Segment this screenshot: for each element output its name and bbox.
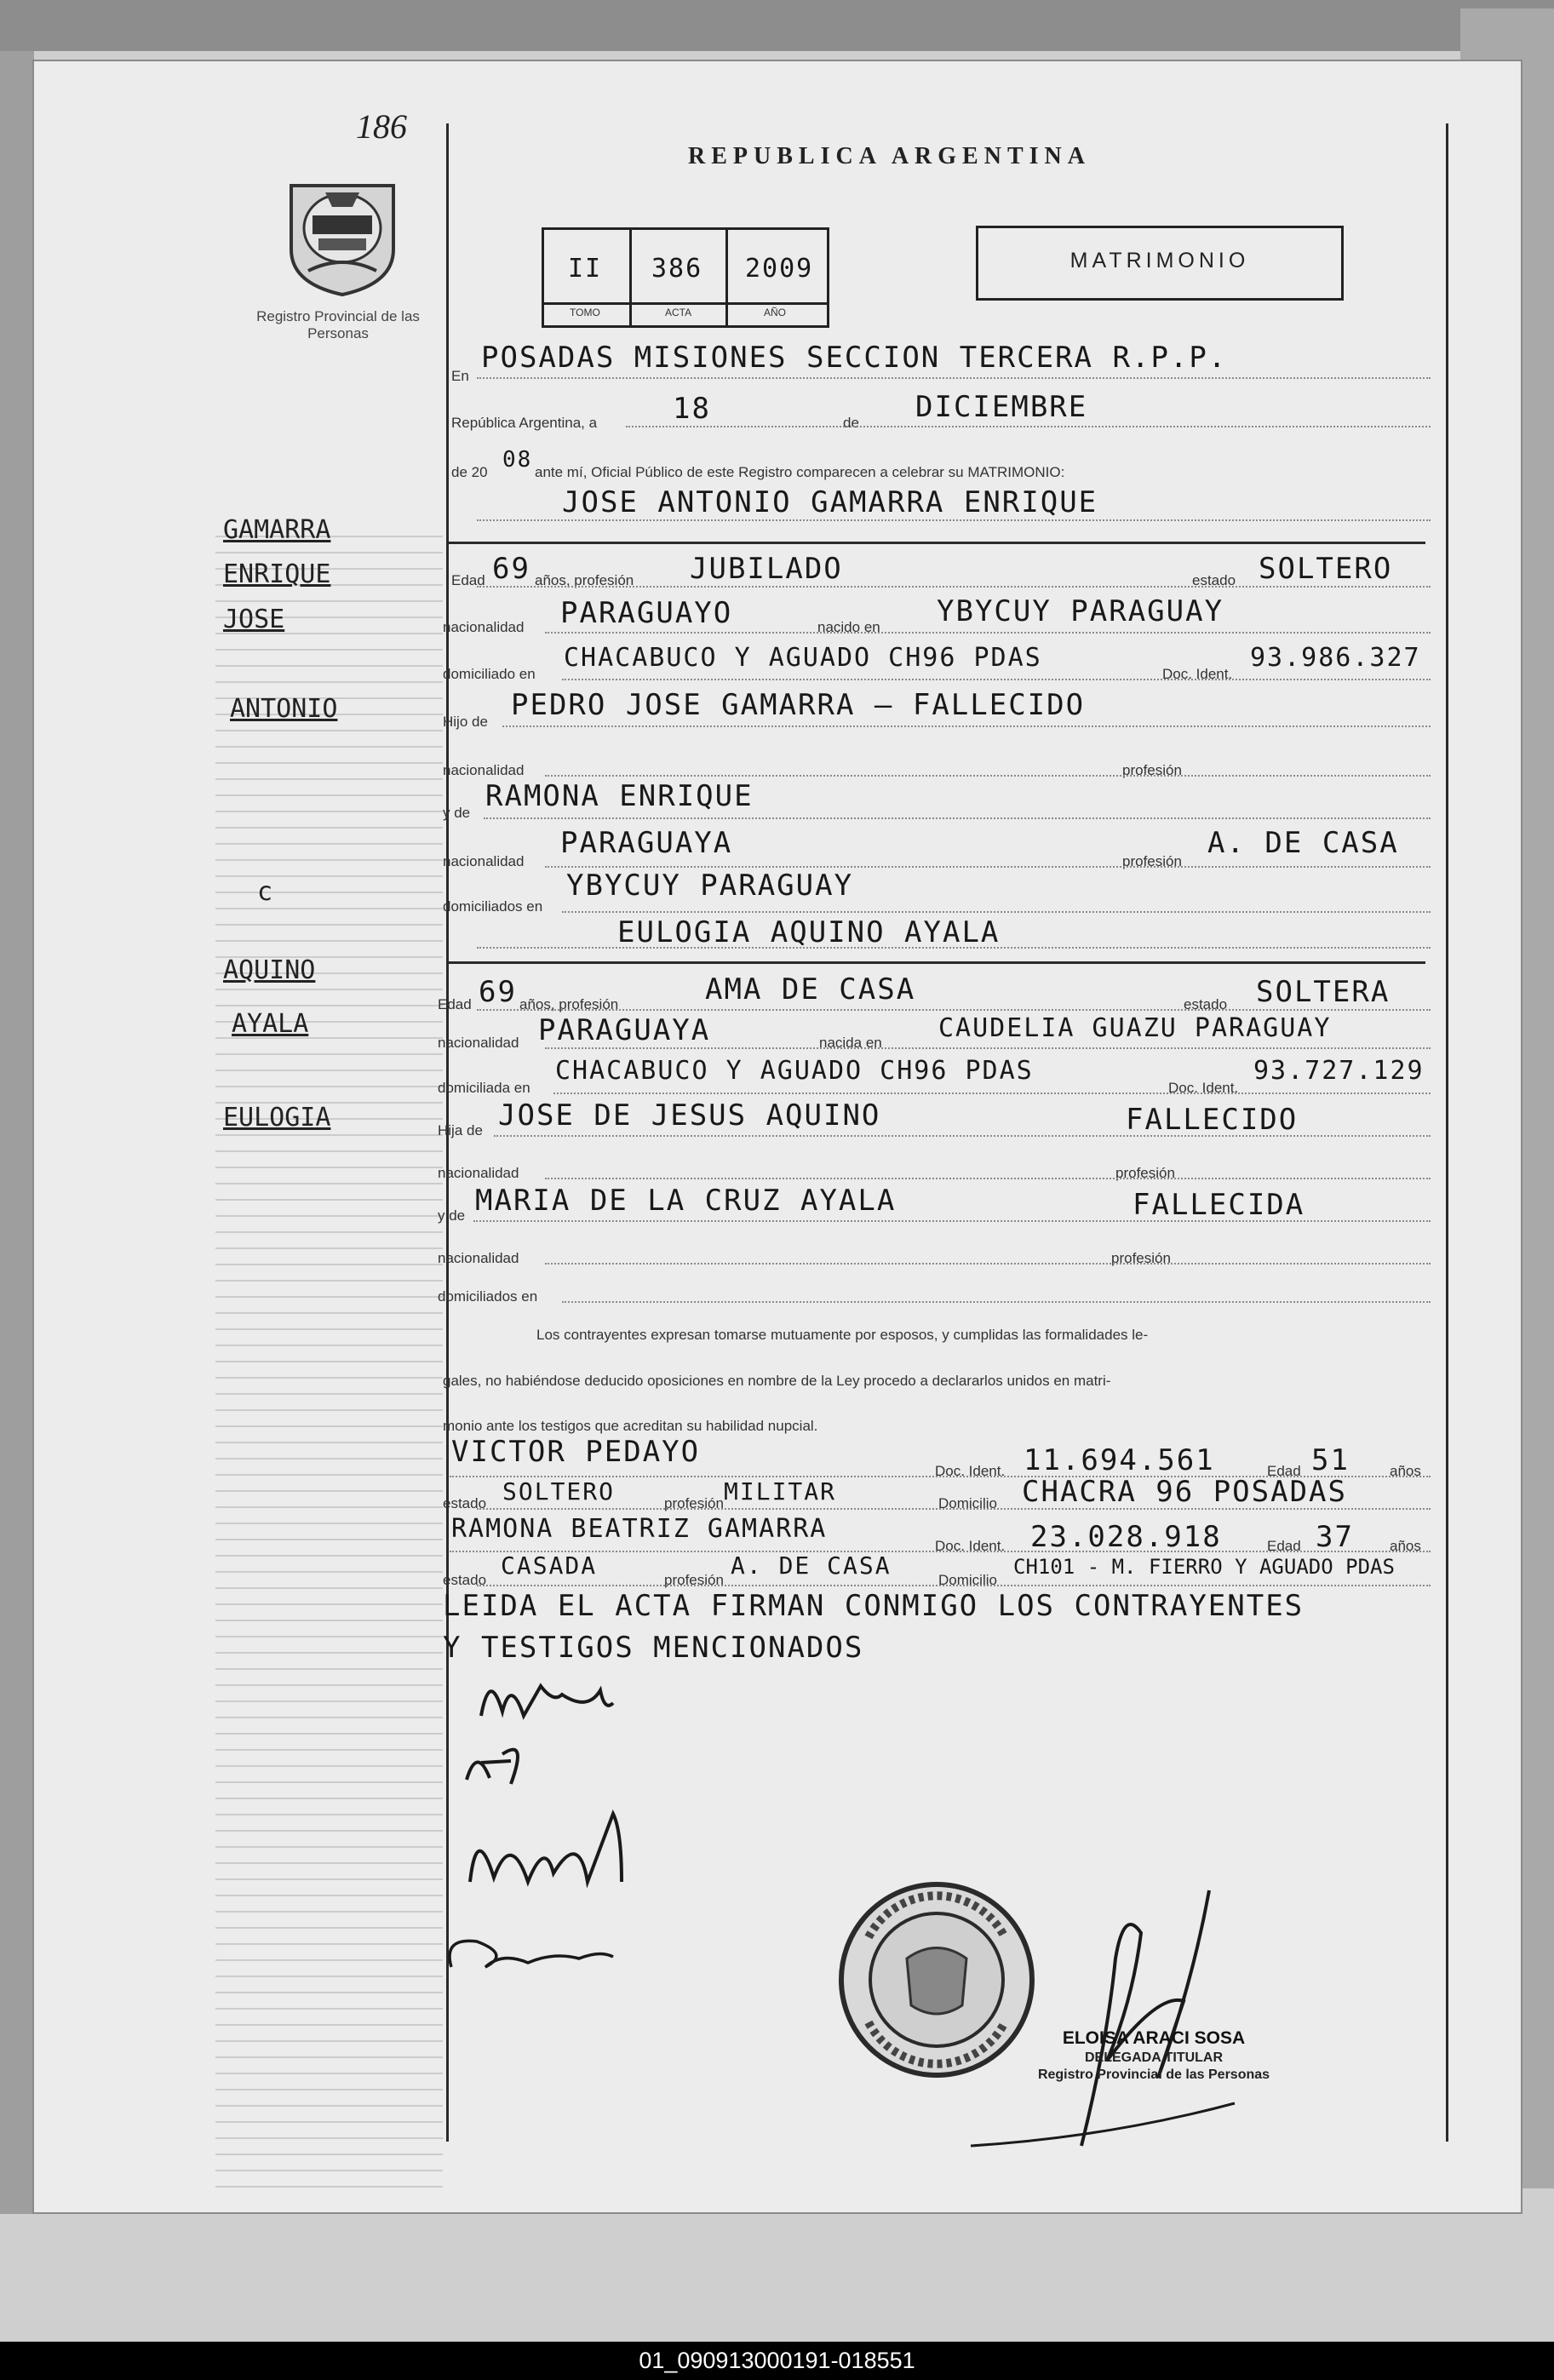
bride-profesion-label: años, profesión bbox=[519, 996, 619, 1012]
closing-line1: LEIDA EL ACTA FIRMAN CONMIGO LOS CONTRAYENTES bbox=[443, 1589, 1305, 1623]
bride-madre: MARIA DE LA CRUZ AYALA bbox=[475, 1184, 897, 1218]
country-heading: REPUBLICA ARGENTINA bbox=[688, 143, 1091, 169]
bride-estado: SOLTERA bbox=[1256, 975, 1391, 1009]
declaration-line3: monio ante los testigos que acreditan su habilidad nupcial. bbox=[443, 1418, 818, 1434]
officer-name: ELOISA ARACI SOSA bbox=[1062, 2028, 1246, 2048]
bride-nacionalidad-label: nacionalidad bbox=[438, 1035, 519, 1051]
ruled-lines bbox=[32, 60, 1522, 2214]
officer-office: Registro Provincial de las Personas bbox=[1037, 2067, 1270, 2082]
witness1-edad-label: Edad bbox=[1267, 1463, 1301, 1479]
groom-edad: 69 bbox=[492, 552, 530, 586]
groom-doc: 93.986.327 bbox=[1250, 643, 1421, 673]
witness1-profesion: MILITAR bbox=[724, 1477, 837, 1505]
registry-name: Registro Provincial de las Personas bbox=[256, 308, 420, 341]
bride-padre-estado: FALLECIDO bbox=[1126, 1103, 1299, 1137]
acta-value: 386 bbox=[651, 254, 703, 284]
bride-nacionalidad: PARAGUAYA bbox=[538, 1013, 711, 1047]
tomo-label: TOMO bbox=[570, 307, 600, 318]
witness1-domicilio: CHACRA 96 POSADAS bbox=[1022, 1475, 1347, 1509]
bride-madre-estado: FALLECIDA bbox=[1133, 1188, 1305, 1222]
witness1-name: VICTOR PEDAYO bbox=[451, 1435, 701, 1469]
book-top-edge bbox=[0, 0, 1554, 51]
witness1-doc: 11.694.561 bbox=[1024, 1443, 1215, 1477]
groom-madre-nac-label: nacionalidad bbox=[443, 853, 525, 869]
witness2-domicilio: CH101 - M. FIERRO Y AGUADO PDAS bbox=[1013, 1555, 1395, 1579]
groom-nacido-label: nacido en bbox=[817, 619, 880, 635]
groom-divider bbox=[446, 542, 1425, 544]
groom-y-de-label: y de bbox=[443, 805, 471, 821]
witness2-estado: CASADA bbox=[501, 1551, 598, 1580]
groom-nacionalidad-label: nacionalidad bbox=[443, 619, 525, 635]
bride-domicilio: CHACABUCO Y AGUADO CH96 PDAS bbox=[555, 1056, 1034, 1086]
bride-madre-nac-label: nacionalidad bbox=[438, 1250, 519, 1266]
oficial-text: ante mí, Oficial Público de este Registro comparecen a celebrar su MATRIMONIO: bbox=[535, 464, 1065, 480]
witness1-domicilio-label: Domicilio bbox=[938, 1495, 997, 1511]
bride-nacida-label: nacida en bbox=[819, 1035, 882, 1051]
acta-label: ACTA bbox=[665, 307, 692, 318]
day-value: 18 bbox=[673, 392, 711, 426]
witness2-doc: 23.028.918 bbox=[1030, 1520, 1222, 1554]
margin-groom-name2: ANTONIO bbox=[230, 694, 338, 724]
groom-madre-prof-label: profesión bbox=[1122, 853, 1182, 869]
witness2-profesion: A. DE CASA bbox=[731, 1551, 892, 1580]
witness2-estado-label: estado bbox=[443, 1572, 487, 1588]
declaration-line1: Los contrayentes expresan tomarse mutuamente por esposos, y cumplidas las formalidades le- bbox=[536, 1327, 1149, 1343]
ano-value: 2009 bbox=[745, 254, 814, 284]
groom-madre: RAMONA ENRIQUE bbox=[485, 779, 754, 813]
bride-doc-label: Doc. Ident. bbox=[1168, 1080, 1239, 1096]
bride-domicilio-label: domiciliada en bbox=[438, 1080, 530, 1096]
bride-full-name: EULOGIA AQUINO AYALA bbox=[617, 915, 1001, 949]
groom-padre: PEDRO JOSE GAMARRA — FALLECIDO bbox=[511, 688, 1086, 722]
groom-edad-label: Edad bbox=[451, 572, 485, 588]
margin-bride-name: EULOGIA bbox=[223, 1103, 331, 1133]
witness2-name: RAMONA BEATRIZ GAMARRA bbox=[451, 1514, 828, 1544]
bride-madre-prof-label: profesión bbox=[1111, 1250, 1171, 1266]
place-value: POSADAS MISIONES SECCION TERCERA R.P.P. bbox=[481, 341, 1228, 375]
bride-estado-label: estado bbox=[1184, 996, 1228, 1012]
bride-hija-label: Hija de bbox=[438, 1122, 483, 1138]
bride-padres-domicilio-label: domiciliados en bbox=[438, 1288, 538, 1305]
footer-id: 01_090913000191-018551 bbox=[0, 2342, 1554, 2380]
witness2-edad-label: Edad bbox=[1267, 1538, 1301, 1554]
en-label: En bbox=[451, 368, 469, 384]
year-value: 08 bbox=[502, 447, 533, 473]
witness2-edad: 37 bbox=[1316, 1520, 1354, 1554]
bride-padre: JOSE DE JESUS AQUINO bbox=[498, 1098, 881, 1133]
witness1-edad: 51 bbox=[1311, 1443, 1350, 1477]
groom-estado-label: estado bbox=[1192, 572, 1236, 588]
witness2-domicilio-label: Domicilio bbox=[938, 1572, 997, 1588]
witness1-doc-label: Doc. Ident. bbox=[935, 1463, 1006, 1479]
bride-y-de-label: y de bbox=[438, 1207, 466, 1224]
record-type-box bbox=[976, 226, 1344, 301]
bride-padre-prof-label: profesión bbox=[1115, 1165, 1175, 1181]
groom-madre-profesion: A. DE CASA bbox=[1207, 826, 1399, 860]
record-type: MATRIMONIO bbox=[1069, 249, 1250, 272]
witness2-anos-label: años bbox=[1390, 1538, 1421, 1554]
tomo-value: II bbox=[568, 254, 603, 284]
republica-label: República Argentina, a bbox=[451, 415, 598, 431]
tomo-acta-ano-box bbox=[542, 227, 829, 328]
register-page bbox=[32, 60, 1522, 2214]
bride-nacida: CAUDELIA GUAZU PARAGUAY bbox=[938, 1013, 1332, 1043]
witness1-anos-label: años bbox=[1390, 1463, 1421, 1479]
official-seal-icon bbox=[834, 1878, 1039, 2082]
groom-estado: SOLTERO bbox=[1259, 552, 1393, 586]
groom-nacido: YBYCUY PARAGUAY bbox=[937, 594, 1224, 628]
witness1-profesion-label: profesión bbox=[664, 1495, 724, 1511]
groom-domicilio: CHACABUCO Y AGUADO CH96 PDAS bbox=[564, 643, 1042, 673]
de-label: de bbox=[843, 415, 859, 431]
year-label: de 20 bbox=[451, 464, 488, 480]
groom-nacionalidad: PARAGUAYO bbox=[560, 596, 733, 630]
margin-bride-surname1: AQUINO bbox=[223, 955, 316, 985]
groom-padre-nac-label: nacionalidad bbox=[443, 762, 525, 778]
officer-stamp bbox=[1009, 2028, 1299, 2083]
groom-profesion: JUBILADO bbox=[690, 552, 843, 586]
witness1-estado-label: estado bbox=[443, 1495, 487, 1511]
groom-doc-label: Doc. Ident. bbox=[1162, 666, 1233, 682]
groom-profesion-label: años, profesión bbox=[535, 572, 634, 588]
page-number: 186 bbox=[356, 107, 407, 146]
groom-domicilio-label: domiciliado en bbox=[443, 666, 536, 682]
groom-hijo-label: Hijo de bbox=[443, 714, 488, 730]
bride-doc: 93.727.129 bbox=[1253, 1056, 1425, 1086]
witness1-estado: SOLTERO bbox=[502, 1477, 616, 1505]
groom-full-name: JOSE ANTONIO GAMARRA ENRIQUE bbox=[562, 485, 1098, 519]
groom-madre-nacionalidad: PARAGUAYA bbox=[560, 826, 733, 860]
margin-groom-surname1: GAMARRA bbox=[223, 515, 331, 545]
ano-label: AÑO bbox=[764, 307, 787, 318]
month-value: DICIEMBRE bbox=[915, 390, 1088, 424]
registry-emblem-icon bbox=[274, 169, 410, 296]
bride-edad-label: Edad bbox=[438, 996, 472, 1012]
margin-groom-surname2: ENRIQUE bbox=[223, 559, 331, 589]
officer-title: DELEGADA TITULAR bbox=[1084, 2050, 1224, 2065]
margin-groom-name1: JOSE bbox=[223, 605, 285, 634]
bride-divider bbox=[446, 961, 1425, 964]
witness2-doc-label: Doc. Ident. bbox=[935, 1538, 1006, 1554]
witness2-profesion-label: profesión bbox=[664, 1572, 724, 1588]
right-border bbox=[1446, 123, 1448, 2142]
book-spine bbox=[0, 51, 34, 2214]
groom-padres-domicilio-label: domiciliados en bbox=[443, 898, 543, 915]
margin-bride-surname2: AYALA bbox=[232, 1009, 309, 1039]
bride-edad: 69 bbox=[479, 975, 517, 1009]
declaration-line2: gales, no habiéndose deducido oposiciones en nombre de la Ley procedo a declararlos unidos en matri- bbox=[443, 1373, 1111, 1389]
groom-padre-prof-label: profesión bbox=[1122, 762, 1182, 778]
closing-line2: Y TESTIGOS MENCIONADOS bbox=[443, 1631, 864, 1665]
margin-connector: c bbox=[257, 877, 273, 907]
bride-padre-nac-label: nacionalidad bbox=[438, 1165, 519, 1181]
groom-padres-domicilio: YBYCUY PARAGUAY bbox=[566, 869, 854, 903]
bride-profesion: AMA DE CASA bbox=[705, 972, 916, 1006]
